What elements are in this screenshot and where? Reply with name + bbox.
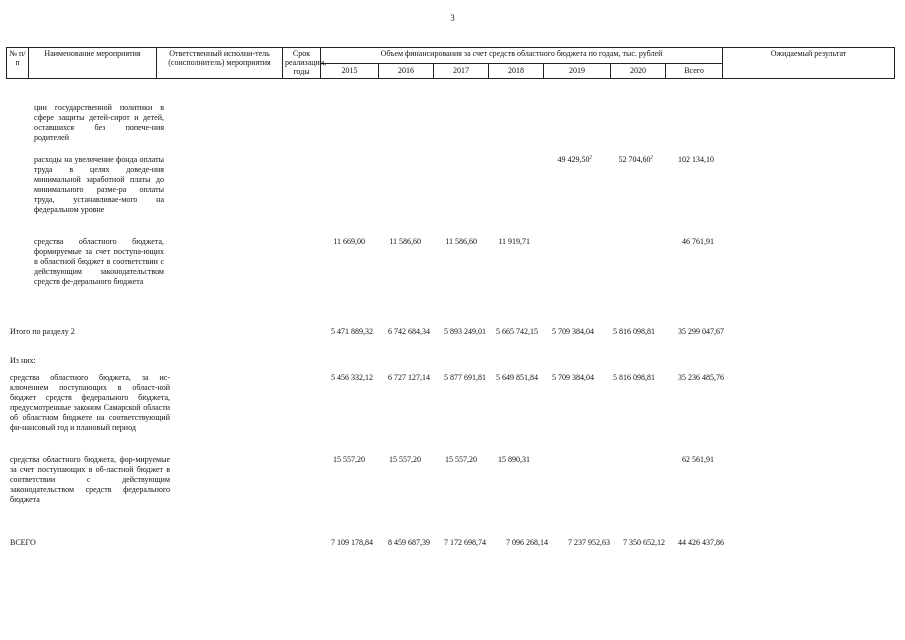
value-2020: 5 816 098,81: [613, 373, 655, 382]
value-total: 35 236 485,76: [678, 373, 724, 382]
header-year: 2016: [379, 63, 434, 78]
header-result: Ожидаемый результат: [723, 48, 895, 79]
header-year: 2017: [434, 63, 489, 78]
value-2015: 5 471 889,32: [331, 327, 373, 336]
row-description: средства областного бюджета, фор-мируемые за счет поступающих в об-ластной бюджет в соответствии с действующим законодательством средств федерального бюджета: [10, 455, 170, 504]
value-2017: 15 557,20: [445, 455, 477, 464]
value-2019: 7 237 952,63: [568, 538, 610, 547]
header-number: № п/п: [7, 48, 29, 79]
value-2016: 6 742 684,34: [388, 327, 430, 336]
value-2016: 11 586,60: [389, 237, 421, 246]
value-total: 44 426 437,86: [678, 538, 724, 547]
value-total: 62 561,91: [682, 455, 714, 464]
value-2017: 5 877 691,81: [444, 373, 486, 382]
value-2017: 5 893 249,01: [444, 327, 486, 336]
value-2018: 15 890,31: [498, 455, 530, 464]
row-description: расходы на увеличение фонда оплаты труда в целях доведе-ния минимальной заработной платы до минимального разме-ра оплаты труда, устанавливае-мого на федеральном уровне: [34, 155, 164, 214]
value-2016: 6 727 127,14: [388, 373, 430, 382]
row-description: средства областного бюджета, за ис-ключением поступающих в област-ной бюджет средств федерального бюджета, предусмотренные законом Самарской области об областном бюджете на соответствующий фи-нансовый год и плановый период: [10, 373, 170, 432]
value-2020: 7 350 652,12: [623, 538, 665, 547]
header-name: Наименование мероприятия: [29, 48, 157, 79]
value-2017: 7 172 698,74: [444, 538, 486, 547]
page-number: 3: [450, 13, 455, 23]
header-year: 2015: [321, 63, 379, 78]
value-2015: 11 669,00: [333, 237, 365, 246]
value-2015: 15 557,20: [333, 455, 365, 464]
header-total: Всего: [666, 63, 723, 78]
value-2016: 8 459 687,39: [388, 538, 430, 547]
row-description: Из них:: [10, 356, 36, 365]
value-total: 102 134,10: [678, 155, 714, 164]
header-responsible: Ответственный исполни-тель (соисполнитель) мероприятия: [157, 48, 283, 79]
row-description: средства областного бюджета, формируемые за счет поступа-ющих в областной бюджет в соответствии с действующим законодательством средств фе-дерального бюджета: [34, 237, 164, 286]
table-header: [6, 47, 895, 79]
value-2017: 11 586,60: [445, 237, 477, 246]
value-total: 46 761,91: [682, 237, 714, 246]
header-year: 2020: [611, 63, 666, 78]
value-2020: 52 704,60$^2$: [618, 155, 653, 164]
header-term: Срок реализации, годы: [283, 48, 321, 79]
value-2018: 11 919,71: [498, 237, 530, 246]
header-year: 2018: [489, 63, 544, 78]
value-2015: 5 456 332,12: [331, 373, 373, 382]
value-2019: 5 709 384,04: [552, 373, 594, 382]
row-description: Итого по разделу 2: [10, 327, 75, 336]
row-description: ВСЕГО: [10, 538, 36, 547]
row-description: ции государственной политики в сфере защиты детей-сирот и детей, оставшихся без попече-ния родителей: [34, 103, 164, 142]
value-2019: 5 709 384,04: [552, 327, 594, 336]
value-2015: 7 109 178,84: [331, 538, 373, 547]
value-total: 35 299 047,67: [678, 327, 724, 336]
header-year: 2019: [544, 63, 611, 78]
header-financing: Объем финансирования за счет средств областного бюджета по годам, тыс. рублей: [321, 48, 723, 64]
value-2018: 7 096 268,14: [506, 538, 548, 547]
value-2019: 49 429,50$^2$: [557, 155, 592, 164]
value-2018: 5 649 851,84: [496, 373, 538, 382]
value-2020: 5 816 098,81: [613, 327, 655, 336]
value-2018: 5 665 742,15: [496, 327, 538, 336]
value-2016: 15 557,20: [389, 455, 421, 464]
